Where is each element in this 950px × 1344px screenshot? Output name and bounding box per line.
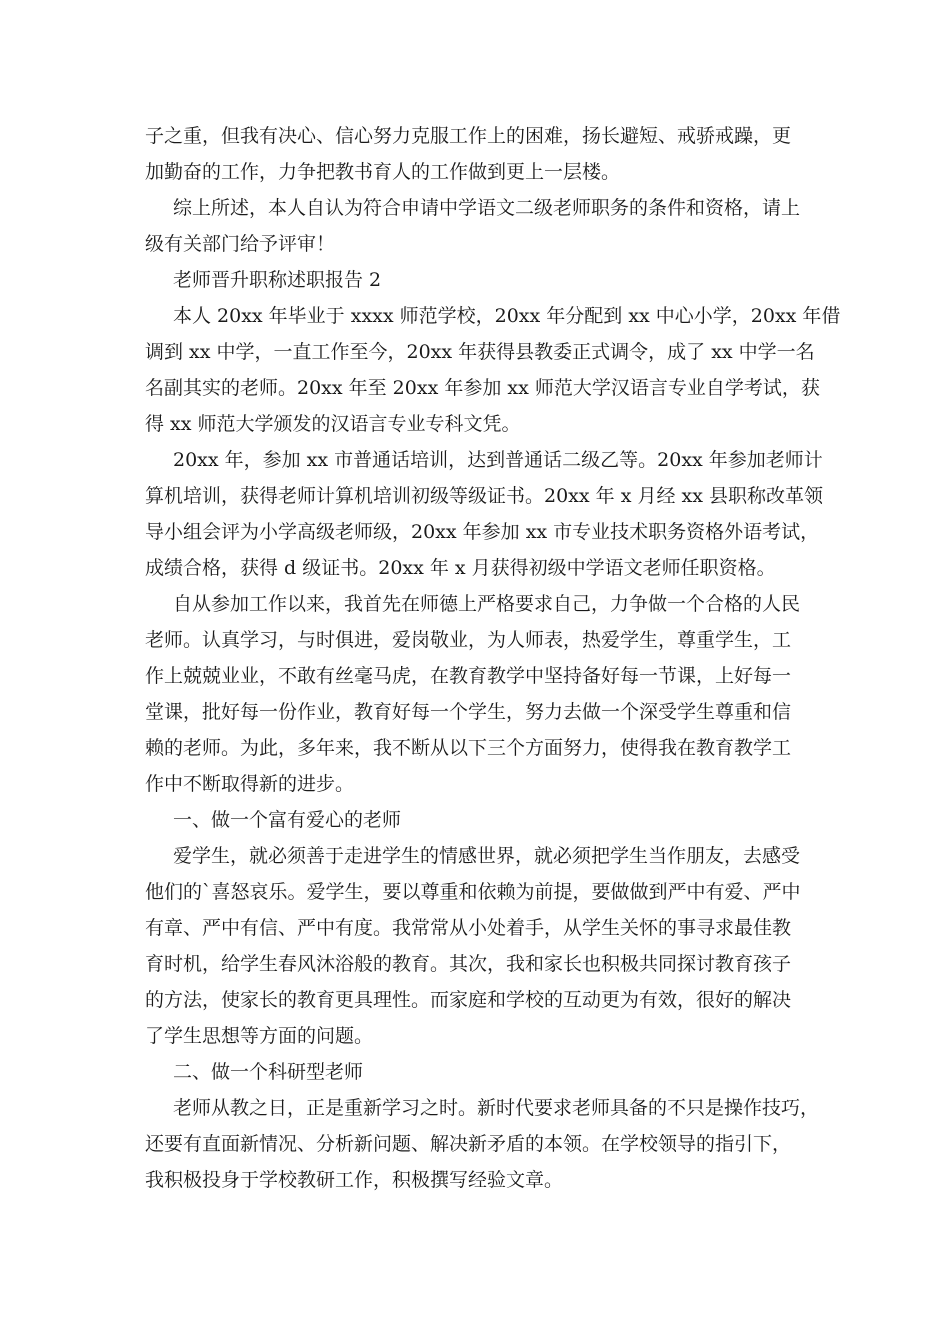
body-line: 的方法，使家长的教育更具理性。而家庭和学校的互动更为有效，很好的解决: [145, 989, 792, 1011]
section-heading: 一、做一个富有爱心的老师: [173, 809, 402, 831]
body-line: 成绩合格，获得 d 级证书。20xx 年 x 月获得初级中学语文老师任职资格。: [145, 557, 776, 579]
body-line: 赖的老师。为此，多年来，我不断从以下三个方面努力，使得我在教育教学工: [145, 737, 792, 759]
body-line: 爱学生，就必须善于走进学生的情感世界，就必须把学生当作朋友，去感受: [173, 845, 801, 867]
body-line: 他们的`喜怒哀乐。爱学生，要以尊重和依赖为前提，要做做到严中有爱、严中: [145, 881, 801, 903]
body-line: 了学生思想等方面的问题。: [145, 1025, 374, 1047]
body-line: 老师从教之日，正是重新学习之时。新时代要求老师具备的不只是操作技巧，: [173, 1097, 820, 1119]
body-line: 综上所述，本人自认为符合申请中学语文二级老师职务的条件和资格，请上: [173, 197, 801, 219]
body-line: 自从参加工作以来，我首先在师德上严格要求自己，力争做一个合格的人民: [173, 593, 801, 615]
body-line: 作中不断取得新的进步。: [145, 773, 355, 795]
body-line: 20xx 年，参加 xx 市普通话培训，达到普通话二级乙等。20xx 年参加老师计: [173, 449, 823, 471]
body-line: 我积极投身于学校教研工作，积极撰写经验文章。: [145, 1169, 564, 1191]
body-line: 作上兢兢业业，不敢有丝毫马虎，在教育教学中坚持备好每一节课，上好每一: [145, 665, 792, 687]
body-line: 得 xx 师范大学颁发的汉语言专业专科文凭。: [145, 413, 521, 435]
body-line: 子之重，但我有决心、信心努力克服工作上的困难，扬长避短、戒骄戒躁，更: [145, 125, 792, 147]
body-line: 名副其实的老师。20xx 年至 20xx 年参加 xx 师范大学汉语言专业自学考试，获: [145, 377, 820, 399]
section-heading: 二、做一个科研型老师: [173, 1061, 364, 1083]
body-line: 有章、严中有信、严中有度。我常常从小处着手，从学生关怀的事寻求最佳教: [145, 917, 792, 939]
body-line: 堂课，批好每一份作业，教育好每一个学生，努力去做一个深受学生尊重和信: [145, 701, 792, 723]
body-line: 本人 20xx 年毕业于 xxxx 师范学校，20xx 年分配到 xx 中心小学，20xx 年借: [173, 305, 841, 327]
body-line: 加勤奋的工作，力争把教书育人的工作做到更上一层楼。: [145, 161, 621, 183]
section-title: 老师晋升职称述职报告 2: [173, 269, 382, 291]
body-line: 级有关部门给予评审！: [145, 233, 336, 255]
body-line: 导小组会评为小学高级老师级，20xx 年参加 xx 市专业技术职务资格外语考试，: [145, 521, 820, 543]
body-line: 还要有直面新情况、分析新问题、解决新矛盾的本领。在学校领导的指引下，: [145, 1133, 792, 1155]
body-line: 育时机，给学生春风沐浴般的教育。其次，我和家长也积极共同探讨教育孩子: [145, 953, 792, 975]
body-line: 调到 xx 中学，一直工作至今，20xx 年获得县教委正式调令，成了 xx 中学一名: [145, 341, 815, 363]
body-line: 算机培训，获得老师计算机培训初级等级证书。20xx 年 x 月经 xx 县职称改革领: [145, 485, 823, 507]
body-line: 老师。认真学习，与时俱进，爱岗敬业，为人师表，热爱学生，尊重学生，工: [145, 629, 792, 651]
